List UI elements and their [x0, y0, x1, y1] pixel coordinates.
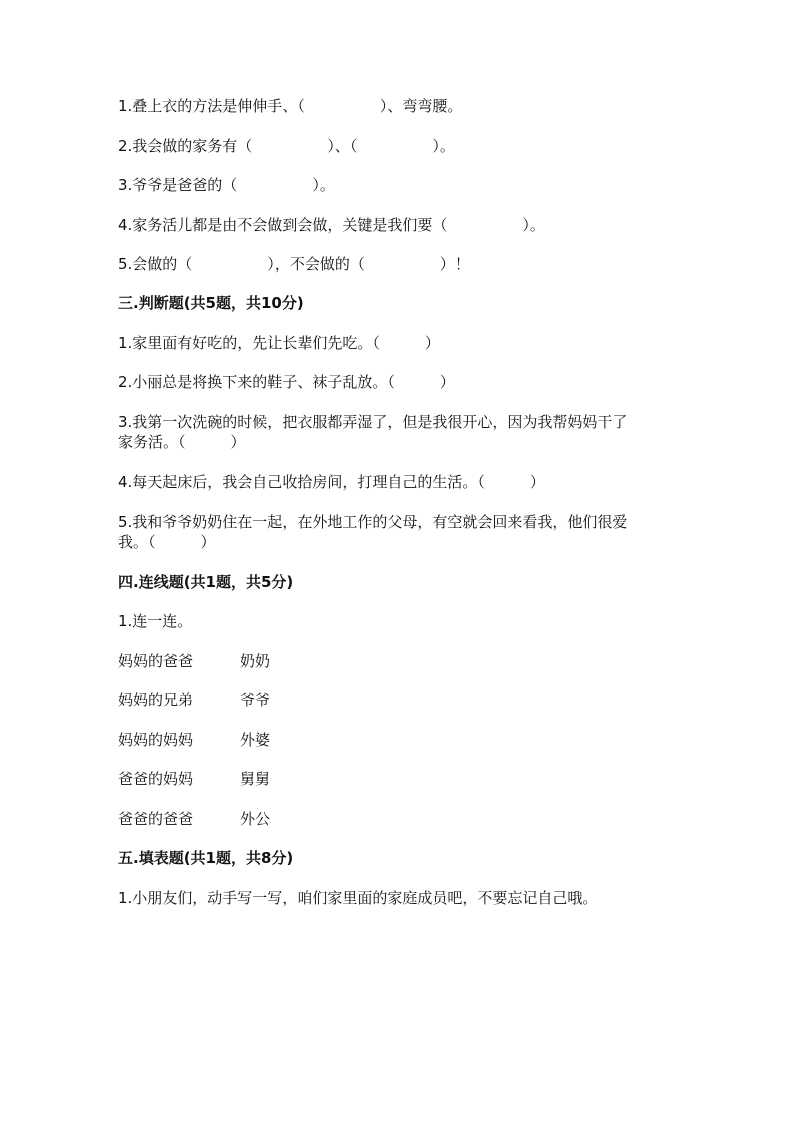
match-right-item-3: 外婆: [240, 731, 271, 749]
match-left-item-2: 妈妈的兄弟: [118, 691, 194, 709]
fill-question-5: 5.会做的（ ），不会做的（ ）！: [118, 255, 470, 273]
match-left-item-4: 爸爸的妈妈: [118, 770, 194, 788]
match-left-item-1: 妈妈的爸爸: [118, 652, 194, 670]
fill-question-2: 2.我会做的家务有（ ）、（ ）。: [118, 137, 455, 155]
judge-question-5-line-1: 5.我和爷爷奶奶住在一起，在外地工作的父母，有空就会回来看我，他们很爱: [118, 513, 628, 531]
judge-question-3-line-1: 3.我第一次洗碗的时候，把衣服都弄湿了，但是我很开心，因为我帮妈妈干了: [118, 413, 628, 431]
judge-question-4: 4.每天起床后，我会自己收拾房间，打理自己的生活。（ ）: [118, 473, 545, 491]
match-section-heading: 四.连线题(共1题，共5分): [118, 573, 294, 591]
match-left-item-3: 妈妈的妈妈: [118, 731, 194, 749]
judge-question-2: 2.小丽总是将换下来的鞋子、袜子乱放。（ ）: [118, 373, 455, 391]
table-section-heading: 五.填表题(共1题，共8分): [118, 849, 294, 867]
judge-question-3-line-2: 家务活。（ ）: [118, 433, 246, 451]
fill-question-3: 3.爷爷是爸爸的（ ）。: [118, 176, 335, 194]
match-left-item-5: 爸爸的爸爸: [118, 810, 194, 828]
match-right-item-2: 爷爷: [240, 691, 271, 709]
fill-question-4: 4.家务活儿都是由不会做到会做，关键是我们要（ ）。: [118, 216, 545, 234]
judge-section-heading: 三.判断题(共5题，共10分): [118, 294, 304, 312]
fill-question-1: 1.叠上衣的方法是伸伸手、（ ）、弯弯腰。: [118, 97, 463, 115]
judge-question-5-line-2: 我。（ ）: [118, 533, 216, 551]
match-prompt: 1.连一连。: [118, 612, 193, 630]
judge-question-1: 1.家里面有好吃的，先让长辈们先吃。（ ）: [118, 334, 440, 352]
match-right-item-1: 奶奶: [240, 652, 271, 670]
match-right-item-5: 外公: [240, 810, 271, 828]
match-right-item-4: 舅舅: [240, 770, 271, 788]
table-question-1: 1.小朋友们，动手写一写，咱们家里面的家庭成员吧，不要忘记自己哦。: [118, 889, 598, 907]
